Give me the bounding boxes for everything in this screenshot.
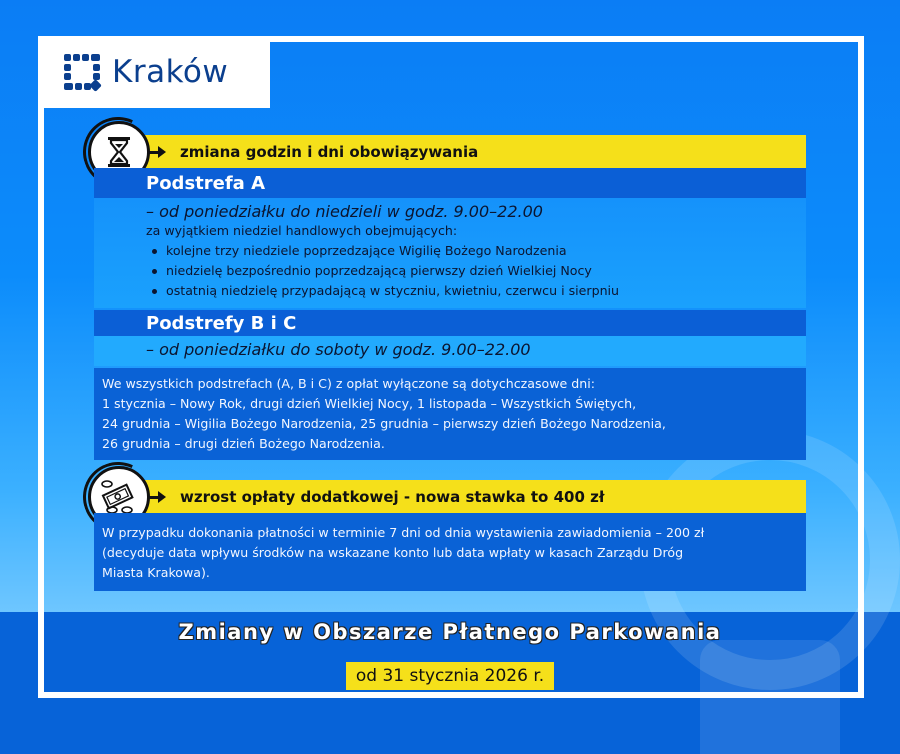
zone-a-header (94, 168, 806, 198)
list-item: niedzielę bezpośrednio poprzedzającą pierwszy dzień Wielkiej Nocy (146, 261, 806, 281)
holidays-note-line: 26 grudnia – drugi dzień Bożego Narodzenia. (102, 436, 385, 451)
fee-note-line: W przypadku dokonania płatności w terminie 7 dni od dnia wystawienia zawiadomienia – 200 zł (102, 525, 705, 540)
fee-note (94, 513, 806, 591)
list-item: kolejne trzy niedziele poprzedzające Wigilię Bożego Narodzenia (146, 241, 806, 261)
zone-a-exception-intro: za wyjątkiem niedziel handlowych obejmujących: (146, 223, 458, 238)
fee-heading-text: wzrost opłaty dodatkowej - nowa stawka to 400 zł (180, 487, 605, 506)
holidays-note-line: 1 stycznia – Nowy Rok, drugi dzień Wielkiej Nocy, 1 listopada – Wszystkich Świętych, (102, 396, 637, 411)
zone-a-details (94, 198, 806, 308)
footer-title: Zmiany w Obszarze Płatnego Parkowania (178, 620, 722, 644)
effective-date-badge: od 31 stycznia 2026 r. (346, 662, 554, 690)
hours-section-heading (94, 135, 806, 168)
zone-bc-hours: – od poniedziałku do soboty w godz. 9.00–22.00 (146, 340, 531, 359)
holidays-note-line: 24 grudnia – Wigilia Bożego Narodzenia, 25 grudnia – pierwszy dzień Bożego Narodzenia, (102, 416, 666, 431)
fee-note-line: Miasta Krakowa). (102, 565, 210, 580)
zone-bc-details (94, 336, 806, 366)
zone-a-exceptions-list (146, 241, 806, 301)
zone-a-title: Podstrefa A (146, 172, 266, 194)
fee-section-heading (94, 480, 806, 513)
holidays-note-line: We wszystkich podstrefach (A, B i C) z opłat wyłączone są dotychczasowe dni: (102, 376, 596, 391)
zone-bc-header (94, 310, 806, 336)
zone-a-hours: – od poniedziałku do niedzieli w godz. 9.00–22.00 (146, 202, 543, 221)
hours-heading-text: zmiana godzin i dni obowiązywania (180, 142, 479, 161)
list-item: ostatnią niedzielę przypadającą w styczniu, kwietniu, czerwcu i sierpniu (146, 281, 806, 301)
zone-bc-title: Podstrefy B i C (146, 312, 297, 334)
krakow-logo (38, 36, 270, 108)
krakow-logo-text: Kraków (112, 54, 229, 90)
krakow-logo-mark-icon (64, 54, 100, 90)
holidays-note (94, 368, 806, 460)
fee-note-line: (decyduje data wpływu środków na wskazane konto lub data wpłaty w kasach Zarządu Dróg (102, 545, 684, 560)
footer-date-wrap (0, 662, 900, 690)
